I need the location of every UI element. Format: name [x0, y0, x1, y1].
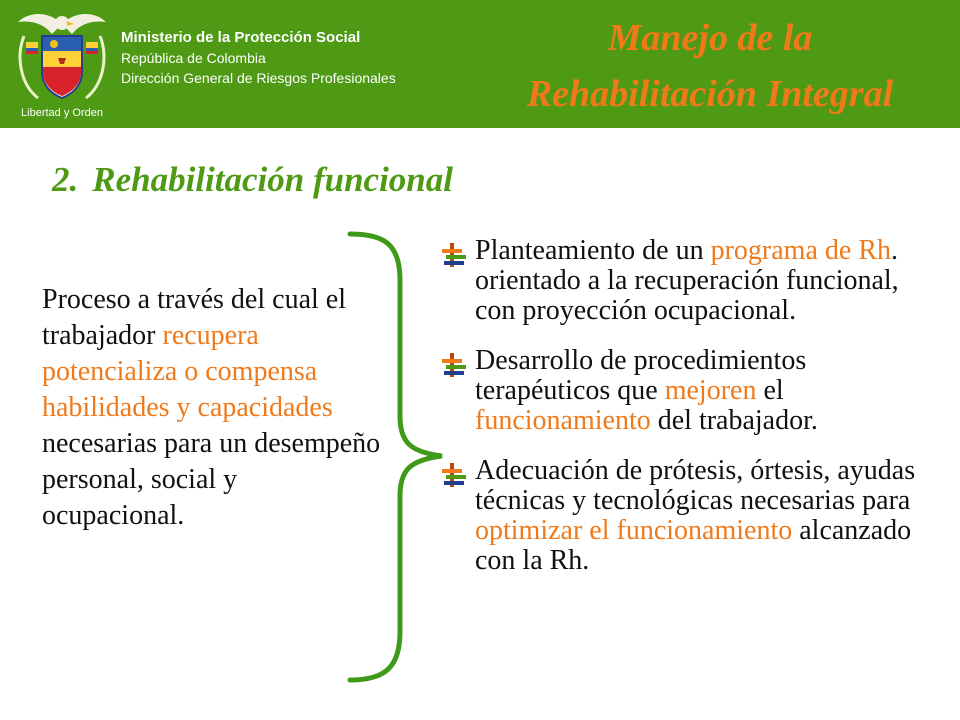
bullet-item	[442, 236, 942, 326]
bullet-highlight: mejoren	[664, 375, 757, 406]
direction-name: Dirección General de Riesgos Profesionales	[121, 70, 396, 86]
section-heading	[52, 160, 453, 200]
slide-title-line-2: Rehabilitación Integral	[526, 73, 894, 115]
bullet-segment: . orientado a la recuperación funcional, con proyección ocupacional.	[475, 235, 899, 326]
section-title: Rehabilitación funcional	[92, 160, 453, 199]
bullet-item	[442, 456, 942, 576]
definition-segment: necesarias para un desempeño personal, social y ocupacional.	[42, 428, 381, 531]
curly-brace	[344, 230, 454, 685]
coat-of-arms-icon	[14, 6, 110, 124]
ministry-name: Ministerio de la Protección Social	[121, 29, 361, 46]
ministry-block	[121, 28, 396, 88]
bullet-segment: Desarrollo de procedimientos terapéuticos que	[475, 345, 807, 406]
bullet-segment: alcanzado con la Rh.	[475, 515, 912, 576]
bullet-highlight: optimizar el funcionamiento	[475, 515, 793, 546]
bullet-item	[442, 346, 942, 436]
stacked-bars-bullet-icon	[442, 463, 468, 487]
section-number: 2.	[52, 160, 79, 199]
country-name: República de Colombia	[121, 50, 266, 66]
bullet-highlight: programa de Rh	[710, 235, 891, 266]
bullet-segment: del trabajador.	[650, 405, 818, 436]
stacked-bars-bullet-icon	[442, 243, 468, 267]
emblem-motto: Libertad y Orden	[21, 107, 103, 119]
slide-title-line-1: Manejo de la	[607, 17, 813, 59]
bullet-list	[442, 236, 942, 596]
bullet-segment: Planteamiento de un	[475, 235, 711, 266]
slide-title	[470, 10, 950, 122]
definition-segment: Proceso a través del cual el trabajador	[42, 284, 346, 351]
bullet-segment: Adecuación de prótesis, órtesis, ayudas técnicas y tecnológicas necesarias para	[475, 455, 916, 516]
bullet-segment: el	[756, 375, 784, 406]
definition-text	[42, 282, 382, 534]
definition-highlight: recupera potencializa o compensa habilidades y capacidades	[42, 320, 333, 423]
header-banner	[0, 0, 960, 128]
stacked-bars-bullet-icon	[442, 353, 468, 377]
bullet-highlight: funcionamiento	[475, 405, 651, 436]
